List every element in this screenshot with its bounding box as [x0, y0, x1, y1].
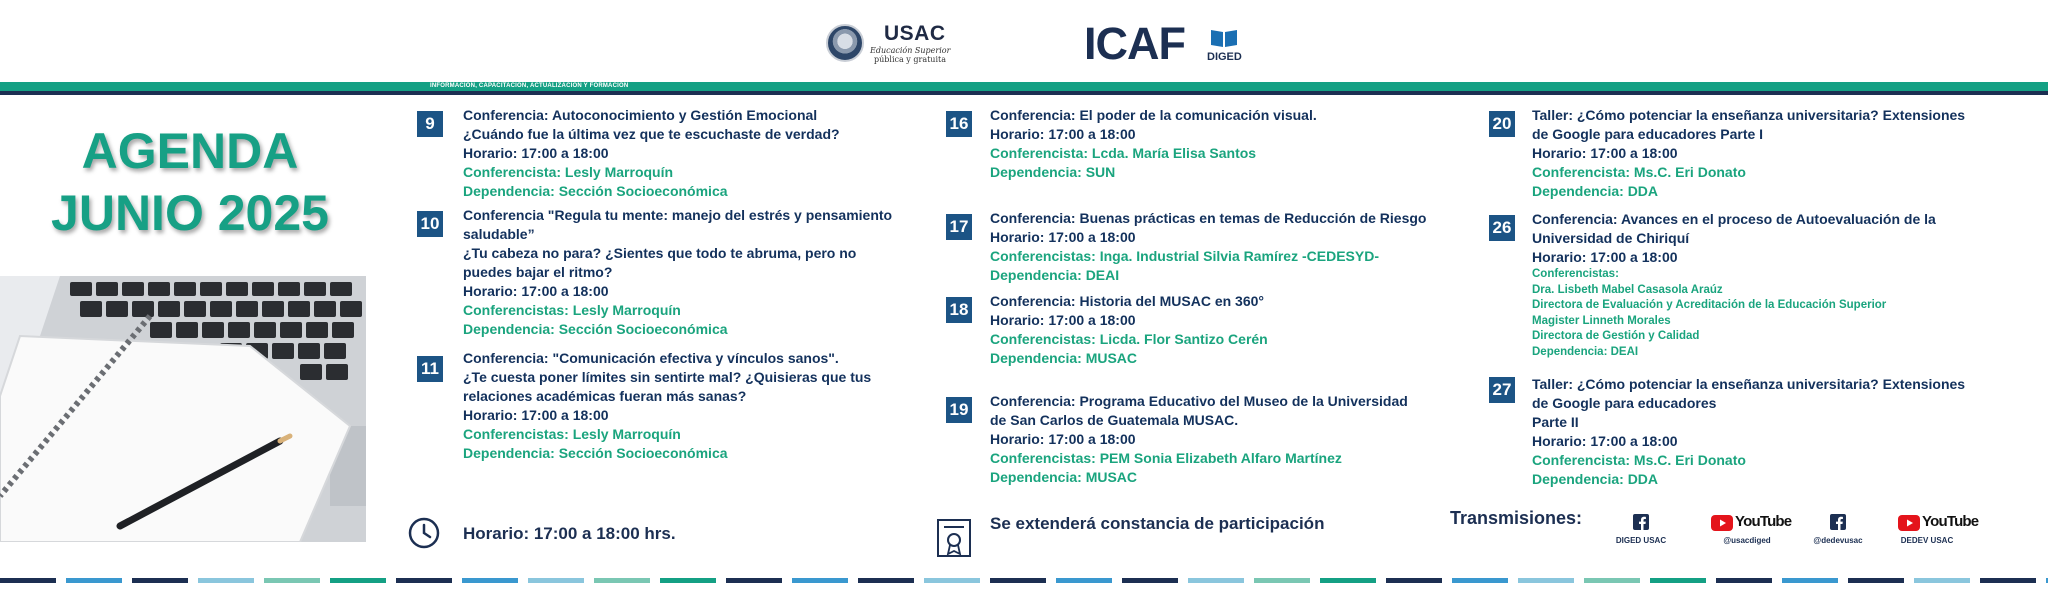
event-line: Dra. Lisbeth Mabel Casasola Araúz — [1532, 283, 1723, 296]
event-line: Horario: 17:00 a 18:00 — [990, 126, 1136, 142]
event-line: Horario: 17:00 a 18:00 — [463, 283, 609, 299]
event-line: de Google para educadores — [1532, 395, 1717, 411]
dash-segment — [1518, 578, 1574, 583]
facebook-icon[interactable] — [1830, 514, 1846, 530]
event-block — [463, 106, 840, 201]
event-block — [990, 209, 1426, 285]
event-line: Conferencistas: Lesly Marroquín — [463, 302, 681, 318]
event-line: Directora de Gestión y Calidad — [1532, 330, 1700, 343]
event-line: de Google para educadores Parte I — [1532, 126, 1764, 142]
event-line: ¿Te cuesta poner límites sin sentirte mal? ¿Quisieras que tus — [463, 369, 872, 385]
event-line: Directora de Evaluación y Acreditación de la Educación Superior — [1532, 299, 1887, 312]
laptop-notebook-illustration — [0, 276, 366, 542]
open-book-icon — [1210, 28, 1238, 48]
day-badge: 26 — [1489, 215, 1515, 241]
facebook-icon[interactable] — [1633, 514, 1649, 530]
dash-segment — [792, 578, 848, 583]
laptop-notebook-photo — [0, 276, 366, 542]
dash-segment — [1056, 578, 1112, 583]
dash-segment — [330, 578, 386, 583]
header-band-label: INFORMACIÓN, CAPACITACIÓN, ACTUALIZACIÓN Y FORMACIÓN — [430, 83, 629, 89]
event-line: Conferencia "Regula tu mente: manejo del estrés y pensamiento — [463, 207, 893, 223]
event-line: Taller: ¿Cómo potenciar la enseñanza universitaria? Extensiones — [1532, 376, 1966, 392]
dash-segment — [990, 578, 1046, 583]
agenda-title-line2: JUNIO 2025 — [51, 185, 329, 241]
dash-segment — [1584, 578, 1640, 583]
event-line: Conferencistas: PEM Sonia Elizabeth Alfaro Martínez — [990, 450, 1342, 466]
usac-tagline-2: pública y gratuita — [874, 55, 946, 64]
event-line: Conferencia: "Comunicación efectiva y vínculos sanos". — [463, 350, 839, 366]
dash-segment — [1716, 578, 1772, 583]
day-badge: 16 — [946, 111, 972, 137]
day-badge: 19 — [946, 397, 972, 423]
event-line: Horario: 17:00 a 18:00 — [1532, 433, 1678, 449]
event-line: Conferencia: Programa Educativo del Museo de la Universidad — [990, 393, 1408, 409]
event-line: Conferencista: Lcda. María Elisa Santos — [990, 145, 1257, 161]
dash-segment — [1452, 578, 1508, 583]
event-line: relaciones académicas fueran más sanas? — [463, 388, 747, 404]
event-line: Horario: 17:00 a 18:00 — [990, 229, 1136, 245]
dash-segment — [462, 578, 518, 583]
event-line: Universidad de Chiriquí — [1532, 230, 1690, 246]
event-line: Taller: ¿Cómo potenciar la enseñanza universitaria? Extensiones — [1532, 107, 1966, 123]
day-badge: 18 — [946, 297, 972, 323]
dash-segment — [66, 578, 122, 583]
event-line: Dependencia: DEAI — [990, 267, 1120, 283]
dash-segment — [726, 578, 782, 583]
event-line: Conferencia: El poder de la comunicación visual. — [990, 107, 1317, 123]
decorative-dash-border — [0, 578, 2048, 583]
event-block — [463, 349, 871, 463]
diged-logo-text: DIGED — [1207, 51, 1242, 63]
event-line: Conferencista: Lesly Marroquín — [463, 164, 674, 180]
event-line: Conferencia: Buenas prácticas en temas de Reducción de Riesgo — [990, 210, 1427, 226]
day-badge: 17 — [946, 214, 972, 240]
event-line: Conferencista: Ms.C. Eri Donato — [1532, 164, 1746, 180]
dash-segment — [1386, 578, 1442, 583]
event-line: Dependencia: Sección Socioeconómica — [463, 321, 728, 337]
day-badge: 10 — [417, 211, 443, 237]
event-block — [1532, 106, 1965, 201]
event-line: Conferencia: Avances en el proceso de Autoevaluación de la — [1532, 211, 1936, 227]
event-line: Conferencistas: Lesly Marroquín — [463, 426, 681, 442]
event-line: Dependencia: DDA — [1532, 471, 1659, 487]
day-badge: 9 — [417, 111, 443, 137]
event-line: Conferencia: Historia del MUSAC en 360° — [990, 293, 1264, 309]
dash-segment — [1650, 578, 1706, 583]
dash-segment — [1980, 578, 2036, 583]
event-line: Dependencia: MUSAC — [990, 350, 1138, 366]
agenda-title — [40, 120, 340, 244]
event-line: Parte II — [1532, 414, 1579, 430]
dash-segment — [1782, 578, 1838, 583]
youtube-icon[interactable] — [1711, 515, 1733, 531]
broadcasts-label: Transmisiones: — [1450, 508, 1583, 528]
certificate-note: Se extenderá constancia de participación — [990, 514, 1325, 533]
event-line: Dependencia: SUN — [990, 164, 1116, 180]
event-line: Horario: 17:00 a 18:00 — [463, 407, 609, 423]
event-block — [990, 292, 1268, 368]
dash-segment — [858, 578, 914, 583]
event-line: ¿Tu cabeza no para? ¿Sientes que todo te abruma, pero no — [463, 245, 857, 261]
event-line: Dependencia: Sección Socioeconómica — [463, 445, 728, 461]
dash-segment — [264, 578, 320, 583]
dash-segment — [1122, 578, 1178, 583]
channel-label-3[interactable]: @dedevusac — [1813, 536, 1863, 545]
event-line: ¿Cuándo fue la última vez que te escuchaste de verdad? — [463, 126, 840, 142]
event-line: Dependencia: DDA — [1532, 183, 1659, 199]
event-line: Conferencistas: Inga. Industrial Silvia Ramírez -CEDESYD- — [990, 248, 1379, 264]
event-line: Horario: 17:00 a 18:00 — [1532, 145, 1678, 161]
header-divider — [0, 91, 2048, 95]
usac-logo-text: USAC — [884, 22, 946, 45]
event-block — [990, 392, 1408, 487]
dash-segment — [0, 578, 56, 583]
event-line: Horario: 17:00 a 18:00 — [990, 312, 1136, 328]
event-block — [1532, 375, 1965, 489]
event-line: puedes bajar el ritmo? — [463, 264, 613, 280]
event-block — [463, 206, 892, 339]
dash-segment — [528, 578, 584, 583]
clock-icon — [408, 517, 440, 549]
usac-tagline-1: Educación Superior — [870, 46, 951, 55]
dash-segment — [660, 578, 716, 583]
dash-segment — [1848, 578, 1904, 583]
icaf-logo-text: ICAF — [1084, 18, 1185, 69]
dash-segment — [1188, 578, 1244, 583]
day-badge: 11 — [417, 356, 443, 382]
event-block — [990, 106, 1317, 182]
day-badge: 20 — [1489, 111, 1515, 137]
event-line: Magister Linneth Morales — [1532, 314, 1671, 327]
dash-segment — [198, 578, 254, 583]
agenda-title-line1: AGENDA — [81, 123, 299, 179]
event-line: Dependencia: DEAI — [1532, 345, 1639, 358]
usac-seal-logo — [826, 24, 864, 62]
event-block — [1532, 210, 1936, 361]
dash-segment — [396, 578, 452, 583]
event-line: de San Carlos de Guatemala MUSAC. — [990, 412, 1239, 428]
schedule-note: Horario: 17:00 a 18:00 hrs. — [463, 524, 676, 543]
channel-label-2[interactable]: @usacdiged — [1723, 536, 1771, 545]
event-line: Conferencistas: Licda. Flor Santizo Cerén — [990, 331, 1268, 347]
event-line: Conferencista: Ms.C. Eri Donato — [1532, 452, 1746, 468]
dash-segment — [1254, 578, 1310, 583]
youtube-icon[interactable] — [1898, 515, 1920, 531]
dash-segment — [594, 578, 650, 583]
day-badge: 27 — [1489, 377, 1515, 403]
youtube-wordmark-1: YouTube — [1735, 513, 1792, 530]
channel-label-4[interactable]: DEDEV USAC — [1900, 536, 1954, 545]
event-line: Conferencia: Autoconocimiento y Gestión Emocional — [463, 107, 818, 123]
youtube-wordmark-2: YouTube — [1922, 513, 1979, 530]
header-band — [0, 82, 2048, 91]
certificate-icon — [936, 518, 972, 558]
event-line: Conferencistas: — [1532, 268, 1619, 280]
dash-segment — [132, 578, 188, 583]
event-line: Dependencia: Sección Socioeconómica — [463, 183, 728, 199]
dash-segment — [1914, 578, 1970, 583]
channel-label-1[interactable]: DIGED USAC — [1615, 536, 1667, 545]
dash-segment — [1320, 578, 1376, 583]
event-line: Horario: 17:00 a 18:00 — [1532, 249, 1678, 265]
event-line: Dependencia: MUSAC — [990, 469, 1138, 485]
event-line: Horario: 17:00 a 18:00 — [990, 431, 1136, 447]
event-line: saludable” — [463, 226, 535, 242]
event-line: Horario: 17:00 a 18:00 — [463, 145, 609, 161]
dash-segment — [924, 578, 980, 583]
